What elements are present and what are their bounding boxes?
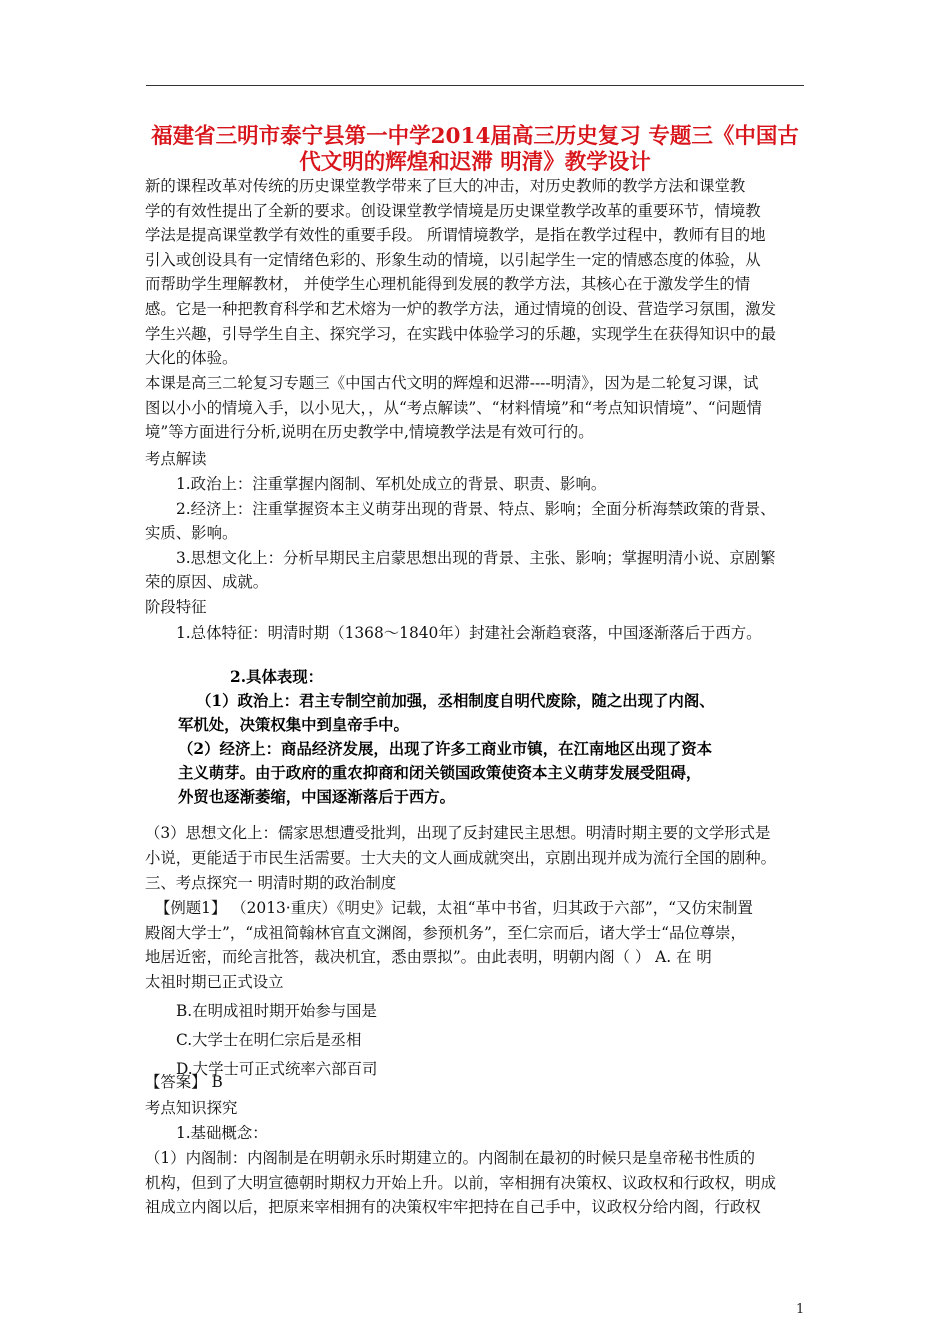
basic-concepts: 1.基础概念： bbox=[176, 1124, 268, 1142]
text-line: 祖成立内阁以后，把原来宰相拥有的决策权牢牢把持在自己手中，议政权分给内阁，行政权 bbox=[145, 1198, 761, 1217]
image-text-line: 主义萌芽。由于政府的重农抑商和闭关锁国政策使资本主义萌芽发展受阻碍， bbox=[178, 764, 702, 782]
kaodian-item: 2.经济上：注重掌握资本主义萌芽出现的背景、特点、影响；全面分析海禁政策的背景、 bbox=[176, 499, 776, 518]
text-line: （1）内阁制：内阁制是在明朝永乐时期建立的。内阁制在最初的时候只是皇帝秘书性质的 bbox=[145, 1149, 756, 1167]
example-paragraph bbox=[145, 896, 809, 994]
thought-paragraph bbox=[145, 821, 809, 870]
text-line: （3）思想文化上：儒家思想遭受批判，出现了反封建民主思想。明清时期主要的文学形式是 bbox=[145, 824, 771, 842]
title-line-2: 代文明的辉煌和迟滞 明清》教学设计 bbox=[299, 150, 651, 175]
image-text-line: 2.具体表现： bbox=[230, 668, 324, 686]
text-line: 地居近密，而纶言批答，裁决机宜，悉由票拟”。由此表明，明朝内阁（ ） A. 在 明 bbox=[145, 948, 712, 967]
text-line: 大化的体验。 bbox=[145, 349, 238, 368]
text-line: 感。它是一种把教育科学和艺术熔为一炉的教学方法，通过情境的创设、营造学习氛围，激发 bbox=[145, 299, 777, 318]
header-rule bbox=[146, 85, 804, 86]
text-line: 小说，更能适于市民生活需要。士大夫的文人画成就突出，京剧出现并成为流行全国的剧种。 bbox=[145, 848, 777, 867]
text-line: 图以小小的情境入手，以小见大，，从“考点解读”、“材料情境”和“考点知识情境”、“问题情 bbox=[145, 398, 762, 417]
text-line: 机构，但到了大明宣德朝时期权力开始上升。以前，宰相拥有决策权、议政权和行政权，明成 bbox=[145, 1173, 777, 1192]
kaodian-list bbox=[145, 472, 809, 595]
text-line: 学生兴趣，引导学生自主、探究学习，在实践中体验学习的乐趣，实现学生在获得知识中的最 bbox=[145, 324, 777, 343]
text-line: 学法是提高课堂教学有效性的重要手段。 所谓情境教学，是指在教学过程中，教师有目的地 bbox=[145, 226, 766, 245]
section-heading: 三、考点探究一 明清时期的政治制度 bbox=[145, 874, 397, 892]
text-line: 新的课程改革对传统的历史课堂教学带来了巨大的冲击，对历史教师的教学方法和课堂教 bbox=[145, 177, 746, 195]
text-line: 本课是高三二轮复习专题三《中国古代文明的辉煌和迟滞----明清》，因为是二轮复习课，试 bbox=[145, 374, 759, 392]
image-text-line: （1）政治上：君主专制空前加强，丞相制度自明代废除，随之出现了内阁、 bbox=[196, 692, 715, 710]
text-line: 学的有效性提出了全新的要求。创设课堂教学情境是历史课堂教学改革的重要环节，情境教 bbox=[145, 201, 761, 220]
text-line: 【例题1】 （2013·重庆）《明史》记载，太祖“革中书省，归其政于六部”，“又仿宋制置 bbox=[155, 899, 753, 917]
image-text-line: 外贸也逐渐萎缩，中国逐渐落后于西方。 bbox=[178, 788, 456, 806]
intro-paragraph bbox=[145, 174, 809, 371]
kaodian-item: 3.思想文化上：分析早期民主启蒙思想出现的背景、主张、影响；掌握明清小说、京剧繁 bbox=[176, 548, 776, 567]
text-line: 而帮助学生理解教材， 并使学生心理机能得到发展的教学方法，其核心在于激发学生的情 bbox=[145, 275, 751, 294]
text-line: 境”等方面进行分析,说明在历史教学中,情境教学法是有效可行的。 bbox=[145, 423, 594, 442]
kaodian-item: 荣的原因、成就。 bbox=[145, 573, 269, 592]
option-d: D.大学士可正式统率六部百司 bbox=[176, 1060, 378, 1078]
option-c: C.大学士在明仁宗后是丞相 bbox=[176, 1031, 362, 1049]
document-title bbox=[140, 124, 810, 176]
options-list bbox=[145, 997, 809, 1084]
neige-paragraph bbox=[145, 1146, 809, 1220]
stage-heading: 阶段特征 bbox=[145, 598, 207, 616]
kaodian-item: 实质、影响。 bbox=[145, 524, 238, 543]
title-line-1: 福建省三明市泰宁县第一中学2014届高三历史复习 专题三《中国古 bbox=[151, 124, 799, 149]
knowledge-heading: 考点知识探究 bbox=[145, 1099, 238, 1117]
kaodian-heading: 考点解读 bbox=[145, 450, 207, 468]
page-number: 1 bbox=[796, 1302, 805, 1317]
image-text-line: （2）经济上：商品经济发展，出现了许多工商业市镇，在江南地区出现了资本 bbox=[178, 740, 712, 758]
text-line: 引入或创设具有一定情绪色彩的、形象生动的情境，以引起学生一定的情感态度的体验，从 bbox=[145, 250, 761, 269]
image-text-line: 军机处，决策权集中到皇帝手中。 bbox=[178, 716, 409, 734]
embedded-image-text bbox=[178, 665, 778, 809]
text-line: 太祖时期已正式设立 bbox=[145, 972, 284, 991]
answer: 【答案】 B bbox=[145, 1073, 223, 1091]
stage-item-1: 1.总体特征：明清时期（1368～1840年）封建社会渐趋衰落，中国逐渐落后于西方。 bbox=[176, 624, 762, 642]
course-paragraph bbox=[145, 371, 809, 445]
option-b: B.在明成祖时期开始参与国是 bbox=[176, 1002, 377, 1020]
kaodian-item: 1.政治上：注重掌握内阁制、军机处成立的背景、职责、影响。 bbox=[176, 475, 607, 493]
text-line: 殿阁大学士”，“成祖简翰林官直文渊阁，参预机务”，至仁宗而后，诸大学士“品位尊崇， bbox=[145, 923, 746, 942]
